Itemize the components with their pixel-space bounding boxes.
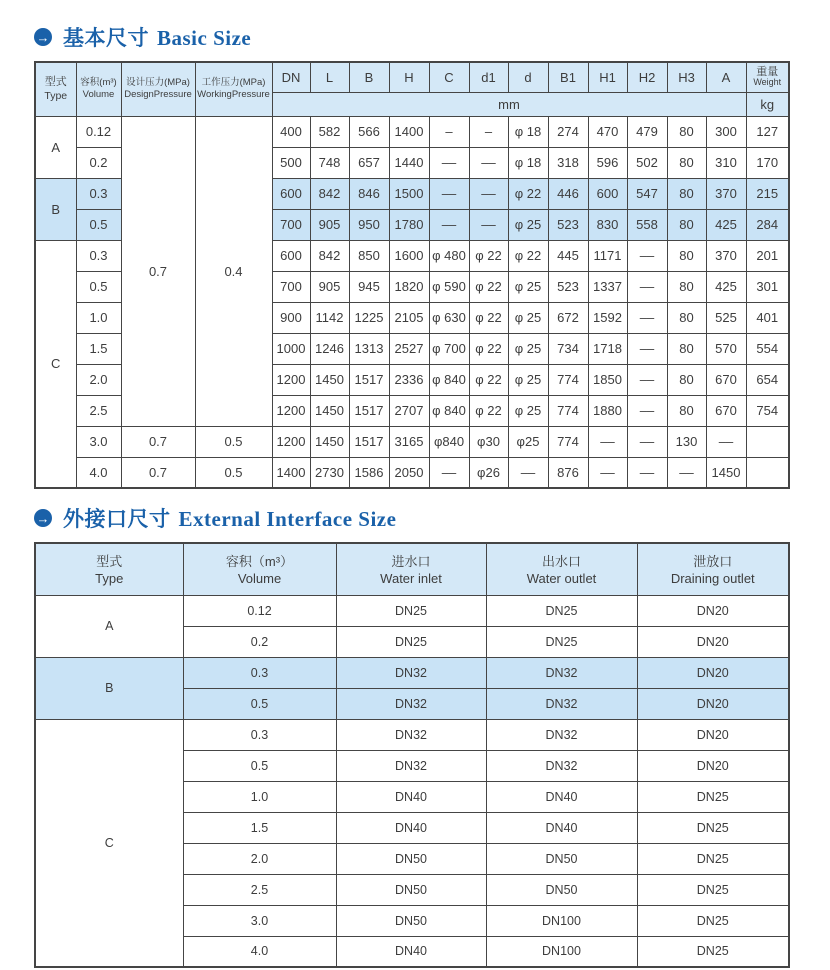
table-cell: 1246 (310, 333, 349, 364)
table-cell: DN32 (336, 657, 486, 688)
arrow-right-circle-icon: → (34, 28, 52, 46)
table-cell: DN100 (486, 936, 637, 967)
table-cell: 1337 (588, 271, 627, 302)
table-cell: 1225 (349, 302, 389, 333)
col-header-d: d (508, 62, 548, 92)
table-cell: DN20 (637, 688, 789, 719)
external-interface-heading (63, 503, 396, 533)
basic-size-table (34, 61, 790, 489)
table-cell: 479 (627, 116, 667, 147)
table-cell: 525 (706, 302, 746, 333)
table-cell: 80 (667, 240, 706, 271)
table-cell: 748 (310, 147, 349, 178)
col-header-type (35, 62, 76, 116)
table-cell: 400 (272, 116, 310, 147)
table-cell: 0.5 (76, 209, 121, 240)
table-cell: 1313 (349, 333, 389, 364)
table-cell: 0.3 (76, 240, 121, 271)
table-cell: DN32 (486, 657, 637, 688)
table-row (35, 719, 789, 750)
table-cell: DN32 (486, 688, 637, 719)
table-cell: 1.0 (183, 781, 336, 812)
table-cell: 876 (548, 457, 588, 488)
table-cell: φ840 (429, 426, 469, 457)
table-cell: –– (429, 209, 469, 240)
basic-size-title (34, 26, 830, 48)
table-cell: 425 (706, 209, 746, 240)
table-cell: 3.0 (76, 426, 121, 457)
table-cell: 1600 (389, 240, 429, 271)
table-cell: φ 22 (469, 364, 508, 395)
table-cell: 170 (746, 147, 789, 178)
table-cell: φ 840 (429, 395, 469, 426)
col-header-design-en: DesignPressure (124, 89, 192, 101)
table-row (35, 657, 789, 688)
table-cell: 80 (667, 333, 706, 364)
table-cell: 1880 (588, 395, 627, 426)
table-cell: 842 (310, 240, 349, 271)
table-cell: 2050 (389, 457, 429, 488)
table-cell: 301 (746, 271, 789, 302)
external-interface-heading-zh: 外接口尺寸 (63, 508, 171, 531)
table-cell: –– (627, 302, 667, 333)
table-cell: DN50 (336, 905, 486, 936)
external-interface-title (34, 507, 830, 529)
table-cell: 80 (667, 178, 706, 209)
table-cell: DN25 (336, 626, 486, 657)
table-cell: 700 (272, 209, 310, 240)
col-header-working-en: WorkingPressure (197, 89, 270, 101)
unit-kg-cell: kg (746, 92, 789, 116)
table-cell: 0.12 (76, 116, 121, 147)
table-row (35, 116, 789, 147)
type-cell: 0.4 (195, 116, 272, 426)
table-cell: φ 22 (469, 240, 508, 271)
col-header-weight-zh: 重量 (756, 66, 779, 79)
col-header-outlet-en: Water outlet (526, 571, 597, 587)
table-cell: DN50 (336, 874, 486, 905)
table-cell: 0.5 (76, 271, 121, 302)
table-cell: 1592 (588, 302, 627, 333)
external-interface-heading-en: External Interface Size (178, 507, 397, 531)
table-cell: DN25 (637, 812, 789, 843)
table-cell: DN100 (486, 905, 637, 936)
table-cell: –– (706, 426, 746, 457)
col-header-water-inlet (336, 543, 486, 595)
table-row (35, 457, 789, 488)
basic-size-heading (63, 22, 251, 52)
col-header-water-outlet (486, 543, 637, 595)
col-header-H: H (389, 62, 429, 92)
table-cell: 1780 (389, 209, 429, 240)
table-cell: 80 (667, 209, 706, 240)
table-cell: φ30 (469, 426, 508, 457)
table-cell: φ 590 (429, 271, 469, 302)
table-cell: 0.12 (183, 595, 336, 626)
type-cell: B (35, 657, 183, 719)
table-cell: φ 22 (469, 271, 508, 302)
col-header-working-pressure (195, 62, 272, 116)
table-cell: φ 25 (508, 364, 548, 395)
table-cell: 1450 (310, 364, 349, 395)
col-header-type-en: Type (95, 571, 124, 587)
table-cell: 2.5 (183, 874, 336, 905)
col-header-A: A (706, 62, 746, 92)
table-cell: φ 480 (429, 240, 469, 271)
table-cell: 566 (349, 116, 389, 147)
table-cell: 0.2 (183, 626, 336, 657)
table-cell: φ 25 (508, 302, 548, 333)
table-cell: 1450 (310, 395, 349, 426)
table-cell: DN20 (637, 657, 789, 688)
table-cell: 1450 (706, 457, 746, 488)
col-header-type-zh: 型式 (44, 75, 67, 88)
table-cell: DN40 (336, 936, 486, 967)
col-header-type-en: Type (44, 89, 68, 102)
table-cell: φ 840 (429, 364, 469, 395)
col-header-weight-en: Weight (753, 77, 782, 88)
col-header-design-pressure (121, 62, 195, 116)
table-cell: DN40 (336, 781, 486, 812)
unit-mm-cell: mm (272, 92, 746, 116)
table-cell: 0.3 (183, 657, 336, 688)
table-cell: DN25 (637, 936, 789, 967)
table-cell: 846 (349, 178, 389, 209)
table-cell: –– (508, 457, 548, 488)
basic-size-heading-en: Basic Size (157, 26, 252, 50)
table-cell: 950 (349, 209, 389, 240)
table-cell: –– (429, 178, 469, 209)
col-header-d1: d1 (469, 62, 508, 92)
table-cell: 1000 (272, 333, 310, 364)
table-cell: 1850 (588, 364, 627, 395)
table-cell: –– (627, 271, 667, 302)
table-cell: 905 (310, 209, 349, 240)
table-cell: 1142 (310, 302, 349, 333)
table-cell: –– (429, 147, 469, 178)
table-cell: 80 (667, 116, 706, 147)
table-cell: 80 (667, 364, 706, 395)
table-cell: 2.0 (76, 364, 121, 395)
table-cell: φ 22 (469, 333, 508, 364)
table-cell: DN32 (336, 688, 486, 719)
table-cell: 2336 (389, 364, 429, 395)
table-cell: 1200 (272, 364, 310, 395)
table-cell: 570 (706, 333, 746, 364)
col-header-outlet-zh: 出水口 (541, 553, 581, 569)
table-cell: 554 (746, 333, 789, 364)
table-cell: 850 (349, 240, 389, 271)
table-cell: 2.0 (183, 843, 336, 874)
table-cell: –– (667, 457, 706, 488)
table-cell: 558 (627, 209, 667, 240)
table-cell: –– (469, 147, 508, 178)
table-cell: 1517 (349, 364, 389, 395)
table-cell: 670 (706, 395, 746, 426)
type-cell: C (35, 240, 76, 488)
table-cell (746, 426, 789, 457)
arrow-right-circle-icon: → (34, 509, 52, 527)
table-cell: 830 (588, 209, 627, 240)
table-cell: DN20 (637, 626, 789, 657)
table-cell: 1200 (272, 426, 310, 457)
table-cell: φ 18 (508, 116, 548, 147)
table-cell: φ 25 (508, 333, 548, 364)
table-cell: DN25 (336, 595, 486, 626)
table-cell: 0.5 (183, 688, 336, 719)
table-cell: φ 25 (508, 395, 548, 426)
basic-size-heading-zh: 基本尺寸 (63, 27, 149, 50)
table-cell: 547 (627, 178, 667, 209)
table-cell: 0.5 (183, 750, 336, 781)
table-cell: DN20 (637, 719, 789, 750)
type-cell: B (35, 178, 76, 240)
table-cell: 0.3 (76, 178, 121, 209)
table-cell: φ 22 (469, 302, 508, 333)
table-cell: φ 25 (508, 271, 548, 302)
table-cell: φ 22 (469, 395, 508, 426)
table-cell: 523 (548, 209, 588, 240)
table-cell: –– (627, 457, 667, 488)
table-cell: 0.7 (121, 457, 195, 488)
table-cell: 80 (667, 395, 706, 426)
table-cell: 3165 (389, 426, 429, 457)
table-cell: 300 (706, 116, 746, 147)
table-cell: –– (588, 457, 627, 488)
table-cell: 201 (746, 240, 789, 271)
table-cell: DN40 (486, 781, 637, 812)
col-header-volume (76, 62, 121, 116)
table-cell: 80 (667, 302, 706, 333)
table-cell: φ25 (508, 426, 548, 457)
col-header-B: B (349, 62, 389, 92)
table-cell: 905 (310, 271, 349, 302)
table-cell: 1517 (349, 395, 389, 426)
table-cell: 1500 (389, 178, 429, 209)
table-cell: 318 (548, 147, 588, 178)
table-cell: – (429, 116, 469, 147)
col-header-volume-zh: 容积(m³) (80, 77, 117, 89)
table-cell: –– (429, 457, 469, 488)
col-header-weight (746, 62, 789, 92)
table-cell: 754 (746, 395, 789, 426)
col-header-inlet-zh: 进水口 (391, 553, 431, 569)
col-header-B1: B1 (548, 62, 588, 92)
col-header-draining-outlet (637, 543, 789, 595)
table-cell: 500 (272, 147, 310, 178)
table-cell: 900 (272, 302, 310, 333)
table-cell: φ 25 (508, 209, 548, 240)
table-cell: 734 (548, 333, 588, 364)
table-cell: 425 (706, 271, 746, 302)
table-cell: – (469, 116, 508, 147)
table-cell: 0.5 (195, 457, 272, 488)
table-cell: –– (627, 240, 667, 271)
table-cell: 1.5 (76, 333, 121, 364)
table-cell: 0.3 (183, 719, 336, 750)
col-header-inlet-en: Water inlet (380, 571, 442, 587)
table-cell: 600 (272, 178, 310, 209)
table-cell: 1718 (588, 333, 627, 364)
table-cell: DN25 (486, 595, 637, 626)
table-cell: 0.2 (76, 147, 121, 178)
table-cell: 600 (272, 240, 310, 271)
table-cell: 1.5 (183, 812, 336, 843)
table-cell: 2707 (389, 395, 429, 426)
table-cell: 130 (667, 426, 706, 457)
table-cell: –– (469, 209, 508, 240)
table-cell: DN32 (486, 719, 637, 750)
table-row (35, 595, 789, 626)
table-cell: φ 22 (508, 178, 548, 209)
table-cell: 774 (548, 426, 588, 457)
table-cell: 502 (627, 147, 667, 178)
col-header-H3: H3 (667, 62, 706, 92)
table-cell: DN50 (486, 874, 637, 905)
type-cell: A (35, 116, 76, 178)
table-cell: 672 (548, 302, 588, 333)
table-cell: 582 (310, 116, 349, 147)
table-cell: 670 (706, 364, 746, 395)
table-cell: –– (588, 426, 627, 457)
col-header-volume (183, 543, 336, 595)
table-cell: DN20 (637, 750, 789, 781)
table-cell: 1200 (272, 395, 310, 426)
table-cell: 0.7 (121, 426, 195, 457)
table-cell: 1171 (588, 240, 627, 271)
table-cell: 1450 (310, 426, 349, 457)
table-cell: 523 (548, 271, 588, 302)
table-cell: DN50 (486, 843, 637, 874)
table-cell: DN25 (486, 626, 637, 657)
col-header-drain-en: Draining outlet (670, 571, 755, 587)
col-header-design-zh: 设计压力(MPa) (126, 77, 190, 89)
table-cell: DN50 (336, 843, 486, 874)
table-cell: 370 (706, 240, 746, 271)
table-cell: 274 (548, 116, 588, 147)
col-header-L: L (310, 62, 349, 92)
col-header-volume-en: Volume (237, 571, 282, 587)
table-cell: 446 (548, 178, 588, 209)
table-cell: φ 22 (508, 240, 548, 271)
type-cell: A (35, 595, 183, 657)
table-cell: 0.5 (195, 426, 272, 457)
table-cell: DN25 (637, 781, 789, 812)
table-cell: 470 (588, 116, 627, 147)
table-cell: DN25 (637, 843, 789, 874)
table-cell: 596 (588, 147, 627, 178)
table-cell: –– (627, 364, 667, 395)
table-row (35, 426, 789, 457)
table-cell: φ26 (469, 457, 508, 488)
table-cell: φ 630 (429, 302, 469, 333)
table-cell: 1440 (389, 147, 429, 178)
table-cell: DN32 (336, 719, 486, 750)
table-cell: 1.0 (76, 302, 121, 333)
table-cell: DN32 (486, 750, 637, 781)
col-header-volume-zh: 容积（m³） (225, 553, 294, 569)
table-cell: –– (627, 426, 667, 457)
table-cell: 310 (706, 147, 746, 178)
table-cell: –– (627, 333, 667, 364)
table-cell: DN40 (336, 812, 486, 843)
table-cell: 774 (548, 395, 588, 426)
table-cell: –– (627, 395, 667, 426)
col-header-H2: H2 (627, 62, 667, 92)
col-header-volume-en: Volume (82, 89, 115, 101)
table-cell: 445 (548, 240, 588, 271)
table-cell: 654 (746, 364, 789, 395)
table-cell: DN25 (637, 874, 789, 905)
table-cell: 80 (667, 147, 706, 178)
table-cell: 4.0 (76, 457, 121, 488)
table-cell: 1400 (389, 116, 429, 147)
table-cell: 215 (746, 178, 789, 209)
table-cell: 2730 (310, 457, 349, 488)
table-cell: 657 (349, 147, 389, 178)
table-cell: DN25 (637, 905, 789, 936)
col-header-H1: H1 (588, 62, 627, 92)
table-cell: 1820 (389, 271, 429, 302)
table-cell: 284 (746, 209, 789, 240)
external-interface-table (34, 542, 790, 968)
table-cell: 4.0 (183, 936, 336, 967)
col-header-DN: DN (272, 62, 310, 92)
table-cell: 945 (349, 271, 389, 302)
table-cell: 3.0 (183, 905, 336, 936)
table-cell: 842 (310, 178, 349, 209)
table-cell: 2105 (389, 302, 429, 333)
table-cell: 401 (746, 302, 789, 333)
table-cell: 1586 (349, 457, 389, 488)
table-cell: 127 (746, 116, 789, 147)
table-cell: 1517 (349, 426, 389, 457)
col-header-C: C (429, 62, 469, 92)
table-cell (746, 457, 789, 488)
table-cell: φ 700 (429, 333, 469, 364)
col-header-drain-zh: 泄放口 (693, 553, 733, 569)
col-header-type-zh: 型式 (96, 553, 123, 569)
table-cell: 370 (706, 178, 746, 209)
table-cell: 700 (272, 271, 310, 302)
col-header-type (35, 543, 183, 595)
table-cell: DN32 (336, 750, 486, 781)
table-cell: 2.5 (76, 395, 121, 426)
table-cell: 774 (548, 364, 588, 395)
table-cell: 80 (667, 271, 706, 302)
table-cell: 1400 (272, 457, 310, 488)
type-cell: 0.7 (121, 116, 195, 426)
table-cell: 2527 (389, 333, 429, 364)
table-cell: DN20 (637, 595, 789, 626)
col-header-working-zh: 工作压力(MPa) (201, 77, 266, 89)
table-cell: DN40 (486, 812, 637, 843)
type-cell: C (35, 719, 183, 967)
table-cell: 600 (588, 178, 627, 209)
table-cell: –– (469, 178, 508, 209)
table-cell: φ 18 (508, 147, 548, 178)
